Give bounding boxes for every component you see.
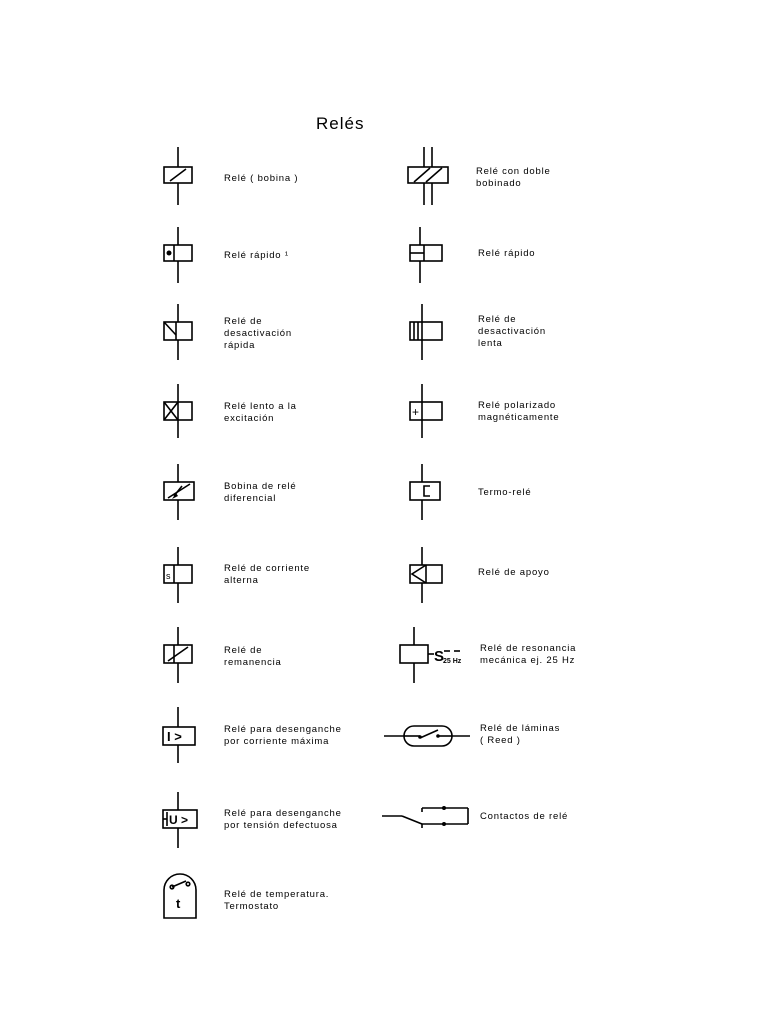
label-remanence-relay: Relé de remanencia bbox=[224, 645, 282, 668]
label-fast-relay-alt: Relé rápido bbox=[478, 248, 536, 259]
label-resonance-relay: Relé de resonancia mecánica ej. 25 Hz bbox=[480, 643, 577, 666]
page-title: Relés bbox=[316, 114, 365, 133]
reed-relay-icon bbox=[382, 718, 472, 754]
label-thermostat-relay: Relé de temperatura. Termostato bbox=[224, 889, 330, 912]
svg-text:I >: I > bbox=[167, 729, 182, 744]
label-differential-relay-coil: Bobina de relé diferencial bbox=[224, 481, 297, 504]
thermal-relay-icon bbox=[400, 462, 460, 522]
svg-text:S: S bbox=[434, 648, 445, 665]
label-ac-relay: Relé de corriente alterna bbox=[224, 563, 310, 586]
label-overcurrent-trip-relay: Relé para desenganche por corriente máxima bbox=[224, 724, 342, 747]
label-reed-relay: Relé de láminas ( Reed ) bbox=[480, 723, 561, 746]
fast-relay-icon bbox=[150, 225, 210, 285]
label-support-relay: Relé de apoyo bbox=[478, 567, 550, 578]
relay-coil-icon bbox=[150, 145, 210, 207]
label-fast-relay: Relé rápido ¹ bbox=[224, 250, 289, 261]
label-fast-release-relay: Relé de desactivación rápida bbox=[224, 316, 292, 351]
label-thermal-relay: Termo-relé bbox=[478, 487, 532, 498]
label-slow-release-relay: Relé de desactivación lenta bbox=[478, 314, 546, 349]
label-fault-voltage-trip-relay: Relé para desenganche por tensión defectuosa bbox=[224, 808, 342, 831]
svg-text:U >: U > bbox=[169, 813, 189, 827]
label-relay-contacts: Contactos de relé bbox=[480, 811, 569, 822]
support-relay-icon bbox=[400, 545, 460, 605]
label-double-winding-relay: Relé con doble bobinado bbox=[476, 166, 551, 189]
thermostat-relay-icon bbox=[155, 870, 205, 922]
overcurrent-trip-relay-icon bbox=[150, 705, 210, 765]
differential-relay-coil-icon bbox=[150, 462, 210, 522]
resonance-relay-icon bbox=[396, 625, 476, 685]
remanence-relay-icon bbox=[150, 625, 210, 685]
label-relay-coil: Relé ( bobina ) bbox=[224, 173, 299, 184]
fast-relay-alt-icon bbox=[400, 225, 460, 285]
slow-operate-relay-icon bbox=[150, 382, 210, 440]
svg-text:25 Hz: 25 Hz bbox=[443, 658, 462, 665]
svg-text:+: + bbox=[412, 405, 420, 419]
fault-voltage-trip-relay-icon bbox=[150, 790, 210, 850]
relay-contacts-icon bbox=[380, 800, 475, 834]
fast-release-relay-icon bbox=[150, 302, 210, 362]
double-winding-relay-icon bbox=[400, 145, 460, 207]
svg-text:t: t bbox=[176, 896, 181, 911]
label-polarized-relay: Relé polarizado magnéticamente bbox=[478, 400, 560, 423]
ac-relay-icon bbox=[150, 545, 210, 605]
polarized-relay-icon bbox=[400, 382, 460, 440]
svg-text:s: s bbox=[166, 571, 171, 581]
label-slow-operate-relay: Relé lento a la excitación bbox=[224, 401, 297, 424]
slow-release-relay-icon bbox=[400, 302, 460, 362]
